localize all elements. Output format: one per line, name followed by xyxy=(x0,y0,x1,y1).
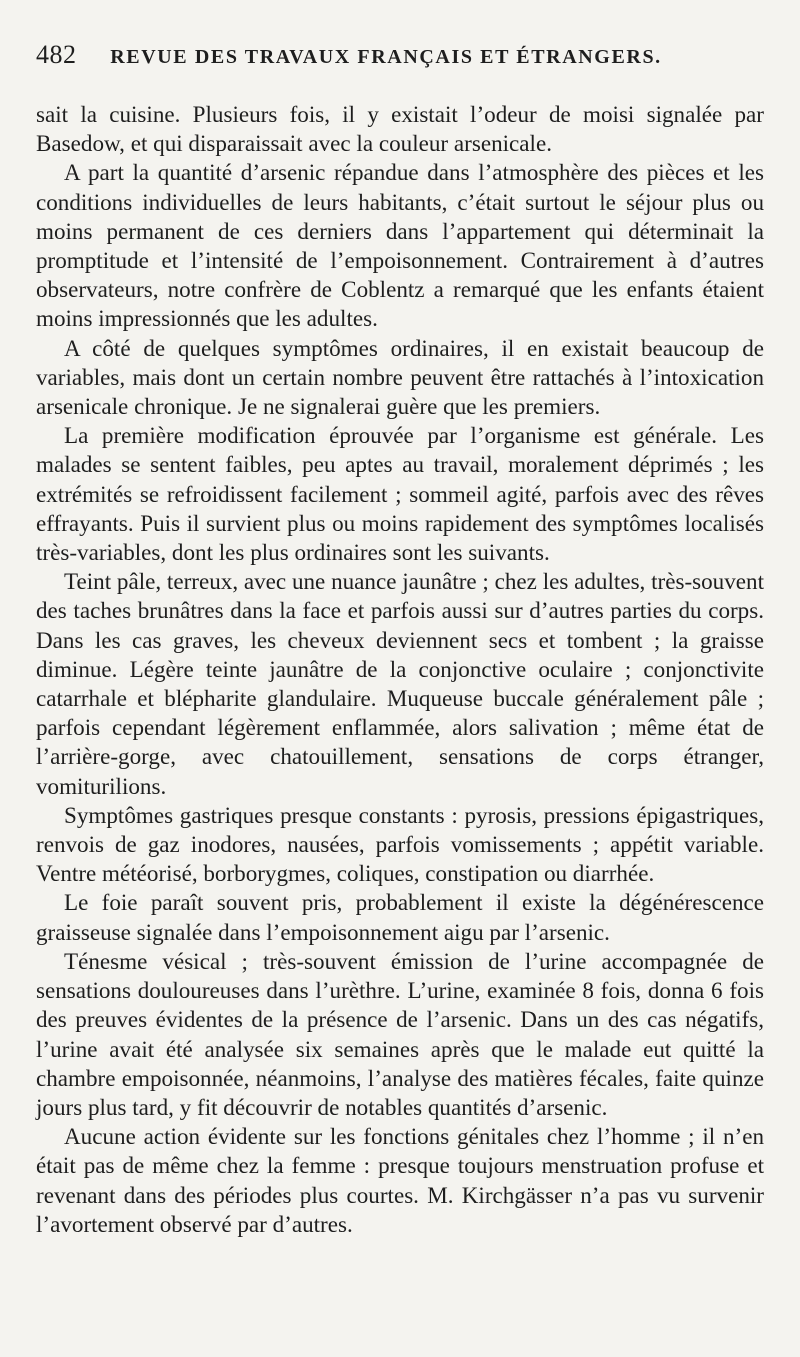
page-header xyxy=(36,40,764,94)
running-head: REVUE DES TRAVAUX FRANÇAIS ET ÉTRANGERS. xyxy=(110,46,662,68)
paragraph: Aucune action évidente sur les fonctions génitales chez l’homme ; il n’en était pas de même chez la femme : presque toujours menstruation profuse et revenant dans des périodes plus courtes. M. Kirchgässer n’a pas vu survenir l’avortement observé par d’autres. xyxy=(36,1123,764,1237)
paragraph: La première modification éprouvée par l’organisme est générale. Les malades se sentent faibles, peu aptes au travail, moralement déprimés ; les extrémités se refroidissent facilement ; sommeil agité, parfois avec des rêves effrayants. Puis il survient plus ou moins rapidement des symptômes localisés très-variables, dont les plus ordinaires sont les suivants. xyxy=(36,422,764,566)
paragraph: A côté de quelques symptômes ordinaires, il en existait beaucoup de variables, mais dont un certain nombre peuvent être rattachés à l’intoxication arsenicale chronique. Je ne signalerai guère que les premiers. xyxy=(36,334,764,420)
paragraph: A part la quantité d’arsenic répandue dans l’atmosphère des pièces et les conditions individuelles de leurs habitants, c’était surtout le séjour plus ou moins permanent de ces derniers dans l’appartement qui déterminait la promptitude et l’intensité de l’empoisonnement. Contrairement à d’autres observateurs, notre confrère de Coblentz a remarqué que les enfants étaient moins impressionnés que les adultes. xyxy=(36,159,764,332)
paragraph: Teint pâle, terreux, avec une nuance jaunâtre ; chez les adultes, très-souvent des taches brunâtres dans la face et parfois aussi sur d’autres parties du corps. Dans les cas graves, les cheveux deviennent secs et tombent ; la graisse diminue. Légère teinte jaunâtre de la conjonctive oculaire ; conjonctivite catarrhale et blépharite glandulaire. Muqueuse buccale généralement pâle ; parfois cependant légèrement enflammée, alors salivation ; même état de l’arrière-gorge, avec chatouillement, sensations de corps étranger, vomiturilions. xyxy=(36,568,764,799)
page-number: 482 xyxy=(36,40,77,69)
body-text xyxy=(36,100,764,1239)
book-page xyxy=(36,40,764,1330)
paragraph: Symptômes gastriques presque constants : pyrosis, pressions épigastriques, renvois de gaz inodores, nausées, parfois vomissements ; appétit variable. Ventre météorisé, borborygmes, coliques, constipation ou diarrhée. xyxy=(36,801,764,887)
paragraph: Le foie paraît souvent pris, probablement il existe la dégénérescence graisseuse signalée dans l’empoisonnement aigu par l’arsenic. xyxy=(36,889,764,945)
paragraph: sait la cuisine. Plusieurs fois, il y existait l’odeur de moisi signalée par Basedow, et qui disparaissait avec la couleur arsenicale. xyxy=(36,101,764,157)
paragraph: Ténesme vésical ; très-souvent émission de l’urine accompagnée de sensations douloureuses dans l’urèthre. L’urine, examinée 8 fois, donna 6 fois des preuves évidentes de la présence de l’arsenic. Dans un des cas négatifs, l’urine avait été analysée six semaines après que le malade eut quitté la chambre empoisonnée, néanmoins, l’analyse des matières fécales, faite quinze jours plus tard, y fit découvrir de notables quantités d’arsenic. xyxy=(36,947,764,1120)
